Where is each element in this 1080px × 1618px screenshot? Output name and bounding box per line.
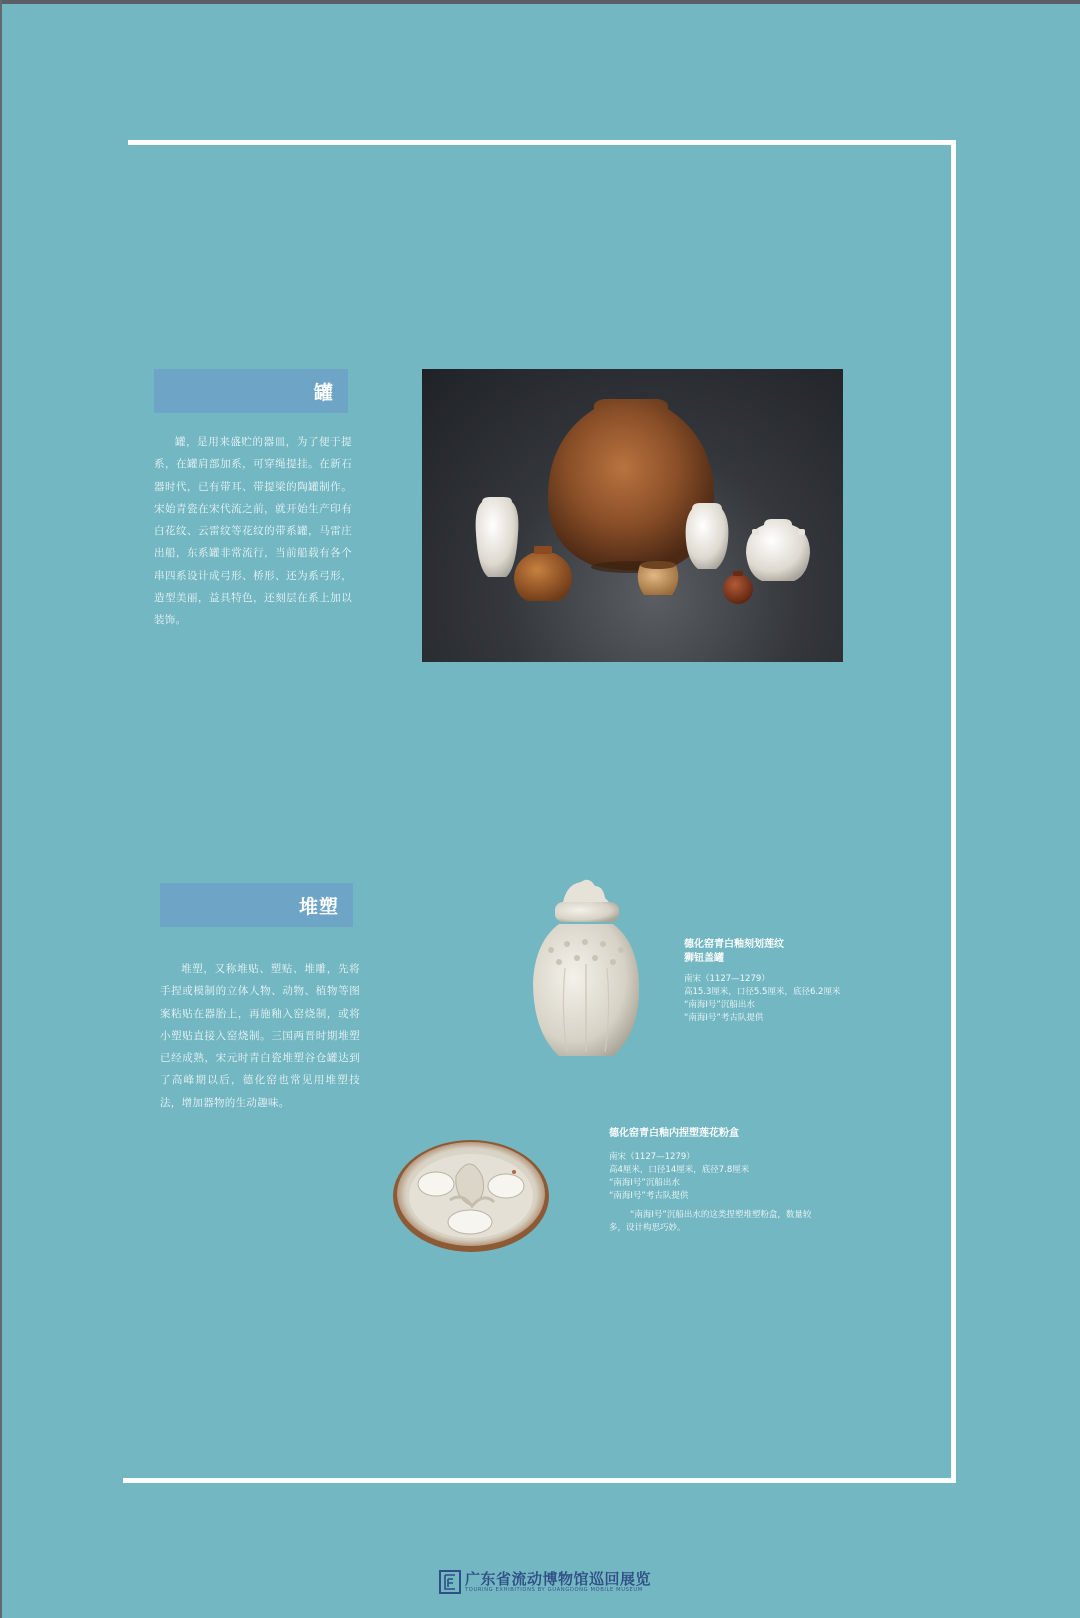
- window-left-edge: [0, 0, 2, 1618]
- section-paragraph-relief: 堆塑，又称堆贴、塑贴、堆雕，先将手捏或模制的立体人物、动物、植物等图案粘贴在器胎上，再施釉入窑烧制，或将小塑贴直接入窑烧制。三国两晋时期堆塑已经成熟，宋元时青白瓷堆塑谷仓罐达到了高峰期以后，德化窑也常见用堆塑技法，增加器物的生动趣味。: [160, 963, 360, 1109]
- window-top-edge: [0, 0, 1080, 4]
- box-caption-line-3: “南海I号”沉船出水: [609, 1178, 680, 1188]
- jar-caption-title-1: 德化窑青白釉刻划莲纹: [684, 939, 784, 950]
- box-caption-note-2: 多，设计构思巧妙。: [609, 1223, 686, 1233]
- box-caption-line-4: “南海I号”考古队提供: [609, 1191, 689, 1201]
- section-heading-jar: [154, 369, 348, 413]
- powder-box-illustration: [390, 1136, 552, 1256]
- museum-logo-icon: [439, 1570, 461, 1594]
- frame-line-right: [951, 140, 956, 1482]
- jar-caption-line-3: “南海I号”沉船出水: [684, 1000, 755, 1010]
- jar-group-photo: [422, 369, 843, 662]
- frame-line-top: [128, 140, 956, 145]
- jar-caption-line-4: “南海I号”考古队提供: [684, 1013, 764, 1023]
- jar-caption-line-1: 南宋（1127—1279）: [684, 974, 770, 984]
- section-paragraph-jar: 罐，是用来盛贮的器皿，为了便于提系，在罐肩部加系，可穿绳提挂。在新石器时代，已有带耳、带提梁的陶罐制作。宋始青瓷在宋代流之前，就开始生产印有白花纹、云雷纹等花纹的带系罐，马雷庄出船，东系罐非常流行，当前船载有各个串四系设计成弓形、桥形、还为系弓形，造型美丽，益具特色，还刻层在系上加以装饰。: [154, 436, 352, 627]
- jar-caption-title-2: 狮钮盖罐: [684, 953, 724, 964]
- footer-subtitle: TOURING EXHIBITIONS BY GUANGDONG MOBILE MUSEUM: [465, 1587, 643, 1593]
- frame-line-bottom: [123, 1478, 956, 1483]
- powder-box-photo: [390, 1136, 552, 1256]
- lion-lid-jar-photo: [525, 872, 653, 1070]
- footer-title: 广东省流动博物馆巡回展览: [465, 1570, 652, 1588]
- jar-group-illustration: [422, 369, 843, 662]
- box-caption-line-2: 高4厘米，口径14厘米，底径7.8厘米: [609, 1165, 750, 1175]
- box-caption-note-1: “南海I号”沉船出水的这类捏塑堆塑粉盒，数量较: [630, 1210, 812, 1220]
- section-heading-jar-text: 罐: [313, 381, 334, 404]
- jar-caption-line-2: 高15.3厘米，口径5.5厘米，底径6.2厘米: [684, 987, 841, 997]
- box-caption-title: 德化窑青白釉内捏塑莲花粉盒: [609, 1128, 739, 1139]
- section-heading-relief: [160, 883, 353, 927]
- box-caption-line-1: 南宋（1127—1279）: [609, 1152, 695, 1162]
- lion-lid-jar-illustration: [525, 872, 653, 1070]
- section-heading-relief-text: 堆塑: [298, 895, 339, 918]
